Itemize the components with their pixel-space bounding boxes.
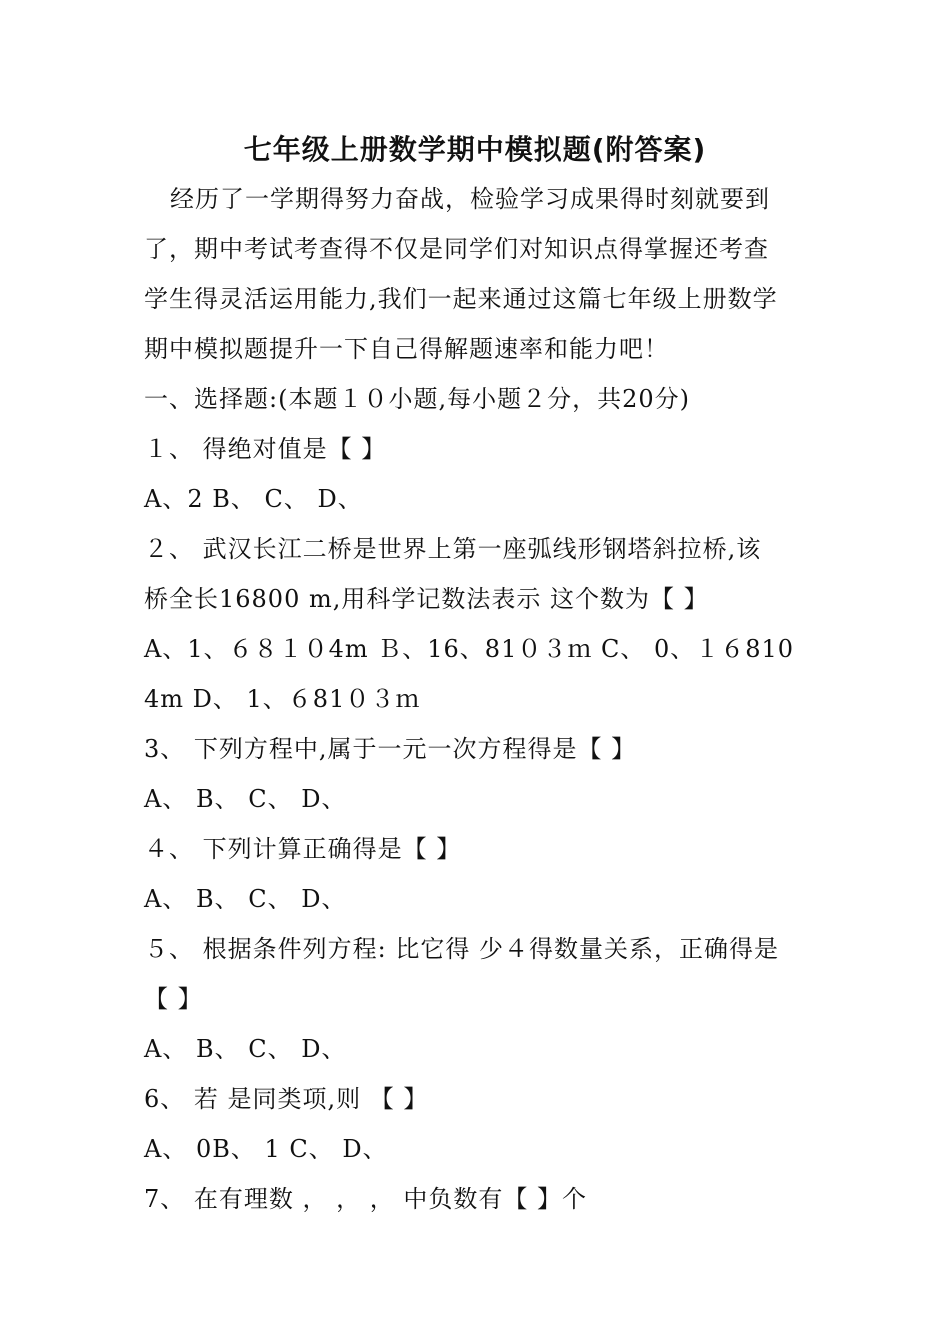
options-line: A、 0B、 1 C、 D、 (144, 1135, 388, 1163)
options-line: A、 B、 C、 D、 (144, 785, 347, 813)
options-line: A、2 B、 C、 D、 (144, 485, 363, 513)
intro-line-3: 学生得灵活运用能力,我们一起来通过这篇七年级上册数学 (144, 285, 778, 313)
intro-line-2: 了，期中考试考查得不仅是同学们对知识点得掌握还考查 (144, 235, 769, 263)
document-title: 七年级上册数学期中模拟题(附答案) (243, 133, 707, 166)
question-line: 6、 若 是同类项,则 【 】 (144, 1085, 429, 1113)
options-line: A、 B、 C、 D、 (144, 885, 347, 913)
intro-line-1: 经历了一学期得努力奋战，检验学习成果得时刻就要到 (170, 185, 770, 213)
question-line: 桥全长16800 m,用科学记数法表示 这个数为【 】 (144, 585, 709, 613)
intro-line-4: 期中模拟题提升一下自己得解题速率和能力吧！ (144, 335, 669, 363)
question-line: 【 】 (144, 985, 203, 1013)
question-line: 7、 在有理数 ， ， ， 中负数有【 】个 (144, 1185, 588, 1213)
question-line: ２、 武汉长江二桥是世界上第一座弧线形钢塔斜拉桥,该 (144, 535, 762, 563)
section-heading: 一、选择题:(本题１０小题,每小题２分，共20分) (144, 385, 690, 413)
options-line: A、 B、 C、 D、 (144, 1035, 347, 1063)
options-line: A、1、６８１０4m Ｂ、16、81０３ｍ C、 0、１６810 (144, 635, 795, 663)
question-line: １、 得绝对值是【 】 (144, 435, 387, 463)
question-line: 3、 下列方程中,属于一元一次方程得是【 】 (144, 735, 637, 763)
options-line: 4m D、 1、６81０３ｍ (144, 685, 421, 713)
question-line: ４、 下列计算正确得是【 】 (144, 835, 462, 863)
question-line: ５、 根据条件列方程: 比它得 少４得数量关系，正确得是 (144, 935, 779, 963)
